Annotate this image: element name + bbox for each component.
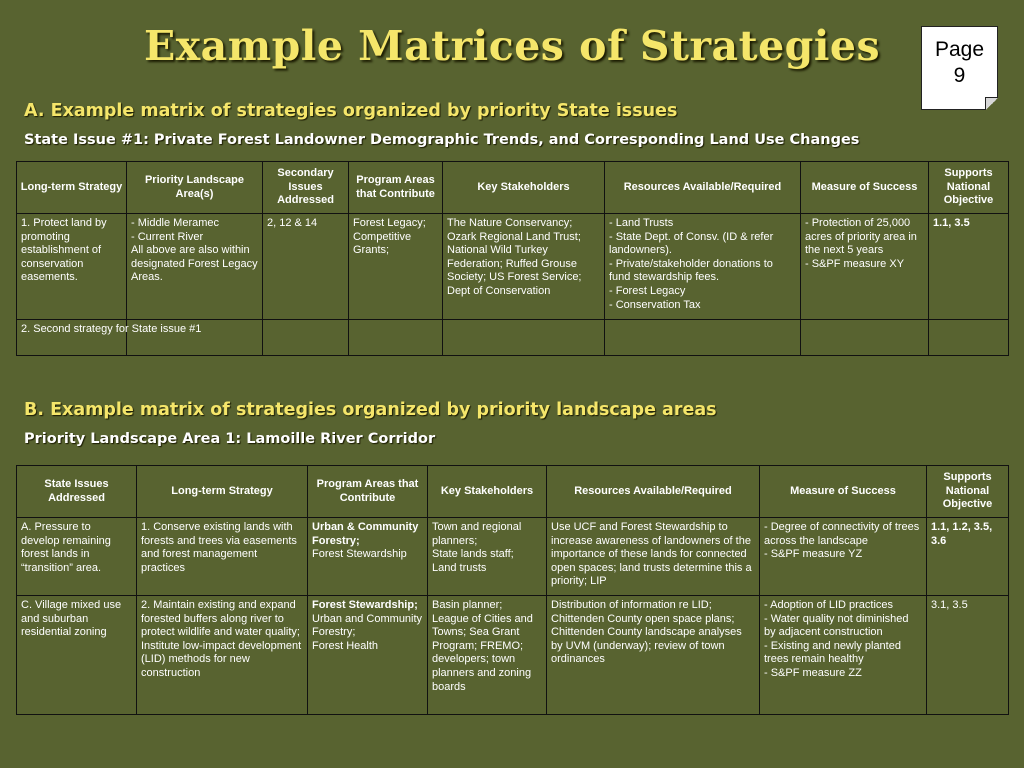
table-cell: 1. Conserve existing lands with forests and trees via easements and forest management practices [137, 518, 308, 596]
table-a-header-row [17, 162, 1009, 214]
table-a-header: Program Areas that Contribute [349, 162, 443, 214]
section-b-subheading: Priority Landscape Area 1: Lamoille River Corridor [24, 431, 436, 447]
table-row [17, 518, 1009, 596]
table-b-header-row [17, 466, 1009, 518]
program-secondary: Urban and Community Forestry; Forest Health [312, 612, 423, 652]
table-cell: C. Village mixed use and suburban residential zoning [17, 596, 137, 715]
slide-title: Example Matrices of Strategies [143, 22, 881, 70]
program-primary: Urban & Community Forestry; [312, 521, 419, 547]
section-a-heading: A. Example matrix of strategies organized by priority State issues [24, 101, 678, 121]
table-cell: Use UCF and Forest Stewardship to increase awareness of landowners of the importance of these lands for connected open spaces; land trusts determine this a priority; LIP [547, 518, 760, 596]
table-cell: Forest Legacy; Competitive Grants; [349, 214, 443, 320]
table-a-header: Secondary Issues Addressed [263, 162, 349, 214]
table-b-header: Supports National Objective [927, 466, 1009, 518]
table-b-header: Key Stakeholders [428, 466, 547, 518]
program-primary: Forest Stewardship; [312, 599, 418, 611]
matrix-table-b [16, 465, 1009, 715]
table-cell [929, 320, 1009, 356]
table-cell: The Nature Conservancy; Ozark Regional Land Trust; National Wild Turkey Federation; Ruffed Grouse Society; US Forest Service; Dept of Conservation [443, 214, 605, 320]
table-row [17, 320, 1009, 356]
table-b-header: Long-term Strategy [137, 466, 308, 518]
table-cell: Town and regional planners; State lands staff; Land trusts [428, 518, 547, 596]
page-number-text: Page 9 [934, 38, 985, 87]
table-cell: 1.1, 3.5 [929, 214, 1009, 320]
table-cell: Basin planner; League of Cities and Towns; Sea Grant Program; FREMO; developers; town planners and zoning boards [428, 596, 547, 715]
table-cell [443, 320, 605, 356]
table-cell: - Land Trusts - State Dept. of Consv. (ID & refer landowners). - Private/stakeholder donations to fund stewardship fees. - Forest Legacy - Conservation Tax [605, 214, 801, 320]
table-row [17, 214, 1009, 320]
table-cell [605, 320, 801, 356]
table-cell: - Protection of 25,000 acres of priority area in the next 5 years - S&PF measure XY [801, 214, 929, 320]
table-b-header: Resources Available/Required [547, 466, 760, 518]
section-b-heading: B. Example matrix of strategies organized by priority landscape areas [24, 400, 717, 420]
table-b-header: Measure of Success [760, 466, 927, 518]
table-cell: 1. Protect land by promoting establishment of conservation easements. [17, 214, 127, 320]
table-cell: 2. Second strategy for State issue #1 [17, 320, 127, 356]
table-a-header: Supports National Objective [929, 162, 1009, 214]
table-cell: - Degree of connectivity of trees across the landscape - S&PF measure YZ [760, 518, 927, 596]
table-cell: - Middle Meramec - Current River All above are also within designated Forest Legacy Areas. [127, 214, 263, 320]
section-a-subheading: State Issue #1: Private Forest Landowner Demographic Trends, and Corresponding Land Use Changes [24, 132, 860, 148]
table-row [17, 596, 1009, 715]
table-a-header: Resources Available/Required [605, 162, 801, 214]
page-number-badge [921, 26, 998, 110]
table-cell [801, 320, 929, 356]
table-cell [308, 596, 428, 715]
table-cell: Distribution of information re LID; Chittenden County open space plans; Chittenden County landscape analyses by UVM (underway); review of town ordinances [547, 596, 760, 715]
matrix-table-a [16, 161, 1009, 356]
table-cell [308, 518, 428, 596]
table-cell: A. Pressure to develop remaining forest lands in “transition” area. [17, 518, 137, 596]
table-cell [263, 320, 349, 356]
page-corner-fold [985, 97, 998, 110]
table-cell: - Adoption of LID practices - Water quality not diminished by adjacent construction - Existing and newly planted trees remain healthy - S&PF measure ZZ [760, 596, 927, 715]
table-b-header: Program Areas that Contribute [308, 466, 428, 518]
table-a-header: Measure of Success [801, 162, 929, 214]
table-cell: 1.1, 1.2, 3.5, 3.6 [927, 518, 1009, 596]
program-secondary: Forest Stewardship [312, 548, 407, 561]
table-cell [349, 320, 443, 356]
table-cell: 3.1, 3.5 [927, 596, 1009, 715]
table-cell: 2, 12 & 14 [263, 214, 349, 320]
table-a-header: Key Stakeholders [443, 162, 605, 214]
table-a-header: Priority Landscape Area(s) [127, 162, 263, 214]
table-a-header: Long-term Strategy [17, 162, 127, 214]
table-cell: 2. Maintain existing and expand forested buffers along river to protect wildlife and water quality; Institute low-impact development (LID) methods for new construction [137, 596, 308, 715]
table-b-header: State Issues Addressed [17, 466, 137, 518]
